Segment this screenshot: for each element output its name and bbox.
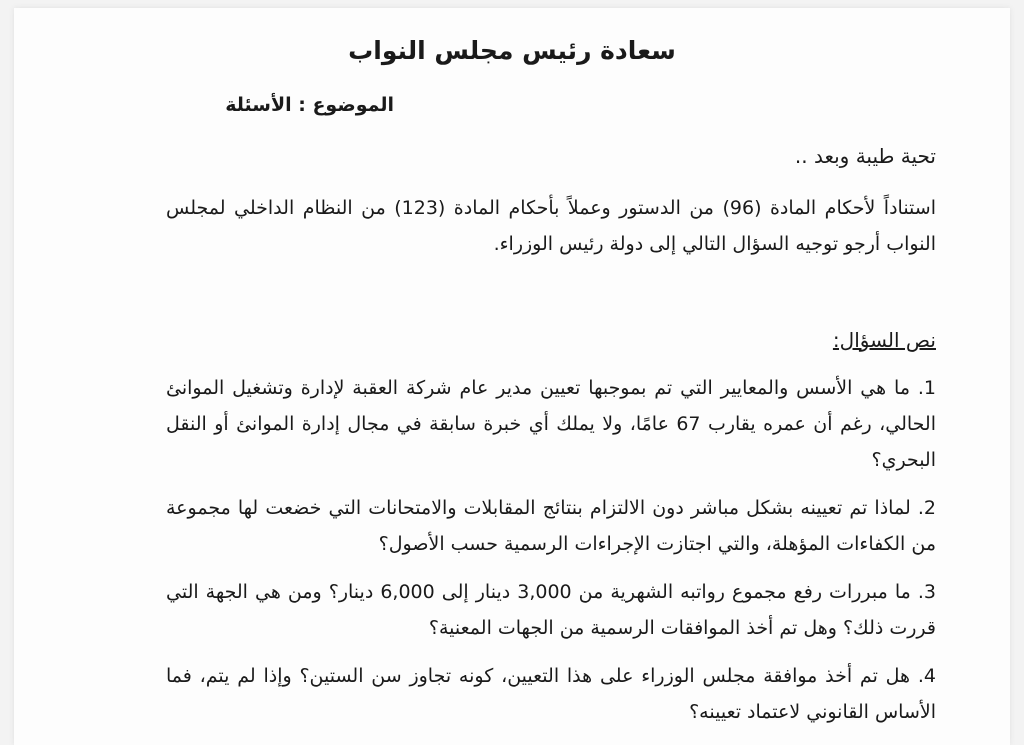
questions-heading: نص السؤال: xyxy=(832,328,936,352)
question-4: 4. هل تم أخذ موافقة مجلس الوزراء على هذا التعيين، كونه تجاوز سن الستين؟ وإذا لم يتم، فما الأساس القانوني لاعتماد تعيينه؟ xyxy=(166,665,936,723)
question-3: 3. ما مبررات رفع مجموع رواتبه الشهرية من 3,000 دينار إلى 6,000 دينار؟ ومن هي الجهة التي قررت ذلك؟ وهل تم أخذ الموافقات الرسمية من الجهات المعنية؟ xyxy=(166,581,936,639)
document-title: سعادة رئيس مجلس النواب xyxy=(348,36,676,65)
question-2: 2. لماذا تم تعيينه بشكل مباشر دون الالتزام بنتائج المقابلات والامتحانات التي خضعت لها مجموعة من الكفاءات المؤهلة، والتي اجتازت الإجراءات الرسمية حسب الأصول؟ xyxy=(166,497,936,555)
intro-paragraph: استناداً لأحكام المادة (96) من الدستور وعملاً بأحكام المادة (123) من النظام الداخلي لمجلس النواب أرجو توجيه السؤال التالي إلى دولة رئيس الوزراء. xyxy=(166,197,936,255)
document-subject: الموضوع : الأسئلة xyxy=(225,94,394,116)
question-1: 1. ما هي الأسس والمعايير التي تم بموجبها تعيين مدير عام شركة العقبة لإدارة وتشغيل الموانئ الحالي، رغم أن عمره يقارب 67 عامًا، ولا يملك أي خبرة سابقة في مجال إدارة الموانئ أو النقل البحري؟ xyxy=(166,377,937,471)
greeting: تحية طيبة وبعد .. xyxy=(794,144,936,168)
